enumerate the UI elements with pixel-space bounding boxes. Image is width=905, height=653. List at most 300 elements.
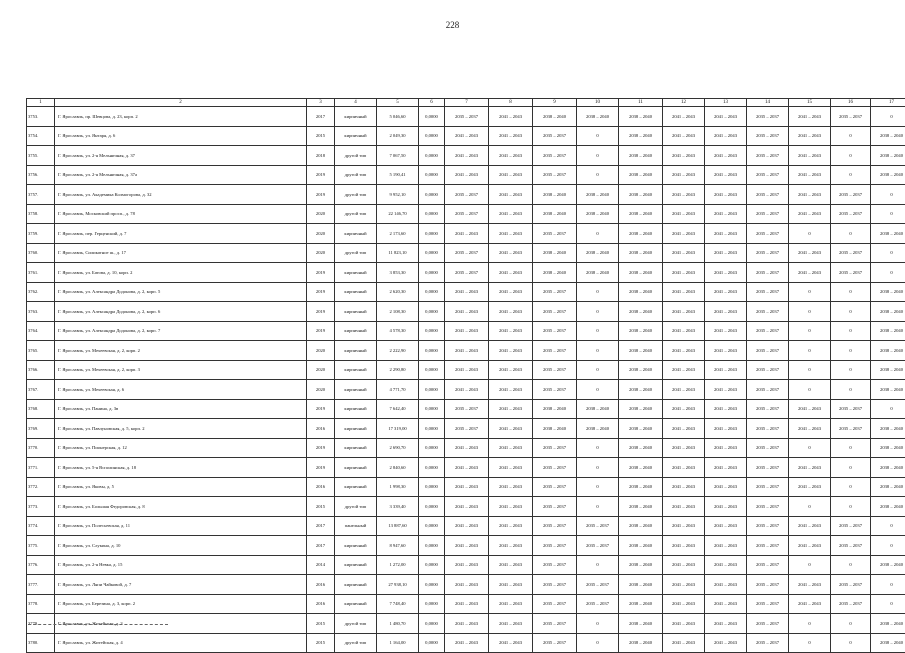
table-cell: 0,0000: [419, 126, 445, 146]
page-number: 228: [0, 20, 905, 30]
table-cell: 0,0000: [419, 536, 445, 556]
table-cell: 5 046,60: [377, 107, 419, 127]
table-cell: 2041 – 2043: [489, 536, 533, 556]
address-cell: Г. Ярославль, ул. 2-я Мельничная, д. 37: [55, 146, 307, 166]
table-cell: 2035 – 2037: [831, 204, 871, 224]
table-cell: 0: [831, 321, 871, 341]
table-cell: 2016: [307, 575, 335, 595]
table-cell: 2035 – 2037: [533, 438, 577, 458]
table-cell: 0: [831, 555, 871, 575]
table-cell: 0: [871, 516, 905, 536]
table-cell: 0: [831, 360, 871, 380]
table-cell: 2035 – 2037: [533, 165, 577, 185]
table-cell: 2038 – 2040: [619, 107, 663, 127]
table-cell: 2041 – 2043: [663, 146, 705, 166]
table-cell: 2041 – 2043: [489, 477, 533, 497]
table-cell: 2041 – 2043: [663, 399, 705, 419]
table-cell: 2041 – 2043: [489, 282, 533, 302]
table-cell: 2041 – 2043: [705, 438, 747, 458]
table-cell: 2035 – 2037: [533, 516, 577, 536]
table-cell: 2041 – 2043: [489, 438, 533, 458]
table-cell: 0,0000: [419, 497, 445, 517]
table-cell: 2041 – 2043: [489, 360, 533, 380]
table-cell: 2041 – 2043: [663, 360, 705, 380]
table-cell: 2041 – 2043: [705, 107, 747, 127]
table-row: [27, 516, 905, 536]
table-cell: 2038 – 2040: [577, 107, 619, 127]
address-cell: Г. Ярославль, ул. Мехеевская, д. 6: [55, 380, 307, 400]
table-cell: 0: [577, 477, 619, 497]
address-cell: Г. Ярославль, ул. Батова, д. 10, корп. 2: [55, 263, 307, 283]
table-cell: 0: [789, 497, 831, 517]
table-cell: кирпичный: [335, 126, 377, 146]
table-cell: кирпичный: [335, 555, 377, 575]
table-cell: 2038 – 2040: [619, 146, 663, 166]
table-cell: 2038 – 2040: [619, 477, 663, 497]
row-number: 3772.: [27, 477, 55, 497]
table-cell: 2038 – 2040: [619, 458, 663, 478]
table-row: [27, 419, 905, 439]
table-cell: 2019: [307, 458, 335, 478]
table-cell: 0,0000: [419, 360, 445, 380]
table-cell: 2016: [307, 594, 335, 614]
table-row: [27, 126, 905, 146]
table-cell: 2041 – 2043: [663, 204, 705, 224]
table-cell: 2041 – 2043: [445, 282, 489, 302]
table-cell: 8 947,60: [377, 536, 419, 556]
table-cell: 0: [871, 536, 905, 556]
table-cell: 2017: [307, 107, 335, 127]
row-number: 3776.: [27, 555, 55, 575]
column-header: 13: [705, 99, 747, 107]
table-cell: 2041 – 2043: [489, 126, 533, 146]
table-cell: 2035 – 2037: [445, 107, 489, 127]
address-cell: Г. Ярославль, ул. Житейская, д. 3: [55, 614, 307, 634]
table-cell: 2019: [307, 282, 335, 302]
table-cell: 2041 – 2043: [705, 321, 747, 341]
table-cell: 7 642,40: [377, 399, 419, 419]
table-cell: 2041 – 2043: [789, 165, 831, 185]
table-cell: 2038 – 2040: [619, 594, 663, 614]
row-number: 3768.: [27, 399, 55, 419]
address-cell: Г. Ярославль, ул. Александра Додонова, д. 2, корп. 5: [55, 282, 307, 302]
table-cell: 0: [577, 633, 619, 653]
column-header: 6: [419, 99, 445, 107]
table-cell: 0: [577, 126, 619, 146]
table-cell: 0,0000: [419, 263, 445, 283]
column-header: 3: [307, 99, 335, 107]
table-cell: 2020: [307, 204, 335, 224]
table-cell: 2038 – 2040: [577, 263, 619, 283]
table-cell: 2020: [307, 380, 335, 400]
table-cell: 2035 – 2037: [831, 536, 871, 556]
table-row: [27, 633, 905, 653]
table-cell: 2038 – 2040: [619, 165, 663, 185]
table-cell: 2041 – 2043: [789, 477, 831, 497]
table-cell: другой тип: [335, 497, 377, 517]
table-cell: 0: [831, 438, 871, 458]
table-cell: 2035 – 2037: [747, 516, 789, 536]
table-cell: 2041 – 2043: [789, 575, 831, 595]
table-cell: 2041 – 2043: [445, 224, 489, 244]
address-cell: Г. Ярославль, ул. Житейская, д. 4: [55, 633, 307, 653]
table-cell: 0,0000: [419, 575, 445, 595]
table-cell: 2038 – 2040: [871, 165, 905, 185]
table-cell: 2041 – 2043: [663, 458, 705, 478]
table-cell: 2041 – 2043: [663, 321, 705, 341]
table-cell: 2035 – 2037: [533, 497, 577, 517]
table-cell: 2041 – 2043: [489, 399, 533, 419]
row-number: 3769.: [27, 419, 55, 439]
table-cell: 2035 – 2037: [747, 302, 789, 322]
table-cell: 0,0000: [419, 146, 445, 166]
table-cell: 2035 – 2037: [747, 380, 789, 400]
table-cell: 2038 – 2040: [871, 458, 905, 478]
table-cell: 0: [871, 243, 905, 263]
table-row: [27, 458, 905, 478]
table-cell: 0,0000: [419, 419, 445, 439]
table-cell: 2018: [307, 146, 335, 166]
row-number: 3779.: [27, 614, 55, 634]
table-cell: 0,0000: [419, 516, 445, 536]
table-row: [27, 146, 905, 166]
column-header: 1: [27, 99, 55, 107]
table-row: [27, 341, 905, 361]
table-cell: 2035 – 2037: [747, 185, 789, 205]
row-number: 3771.: [27, 458, 55, 478]
table-cell: 2038 – 2040: [619, 204, 663, 224]
table-cell: 2041 – 2043: [705, 263, 747, 283]
table-cell: 2035 – 2037: [747, 165, 789, 185]
table-cell: 2041 – 2043: [489, 263, 533, 283]
table-cell: 2041 – 2043: [705, 516, 747, 536]
table-cell: 2035 – 2037: [747, 107, 789, 127]
table-row: [27, 594, 905, 614]
table-cell: 2038 – 2040: [871, 419, 905, 439]
table-cell: 0: [789, 282, 831, 302]
table-row: [27, 360, 905, 380]
table-cell: 2038 – 2040: [577, 419, 619, 439]
table-cell: 2035 – 2037: [533, 126, 577, 146]
address-cell: Г. Ярославль, ул. Слукина, д. 10: [55, 536, 307, 556]
table-cell: 2038 – 2040: [619, 575, 663, 595]
table-cell: 2035 – 2037: [533, 224, 577, 244]
table-cell: 2041 – 2043: [489, 321, 533, 341]
table-cell: 2035 – 2037: [747, 263, 789, 283]
table-cell: 2 290,80: [377, 360, 419, 380]
table-cell: 2041 – 2043: [663, 614, 705, 634]
table-cell: 2038 – 2040: [619, 126, 663, 146]
table-cell: 2041 – 2043: [789, 516, 831, 536]
table-cell: 2038 – 2040: [577, 204, 619, 224]
table-cell: 0: [577, 224, 619, 244]
table-cell: другой тип: [335, 243, 377, 263]
header-row: [27, 99, 905, 107]
table-cell: 2041 – 2043: [789, 536, 831, 556]
table-row: [27, 224, 905, 244]
table-cell: 2038 – 2040: [577, 185, 619, 205]
address-cell: Г. Ярославль, Силикатное ш., д. 17: [55, 243, 307, 263]
table-cell: 0,0000: [419, 243, 445, 263]
table-cell: другой тип: [335, 146, 377, 166]
table-cell: 7 067,50: [377, 146, 419, 166]
table-cell: 2035 – 2037: [577, 536, 619, 556]
table-cell: 2041 – 2043: [445, 575, 489, 595]
table-cell: 2041 – 2043: [489, 380, 533, 400]
table-row: [27, 555, 905, 575]
row-number: 3756.: [27, 165, 55, 185]
table-cell: 2041 – 2043: [489, 243, 533, 263]
table-cell: 2038 – 2040: [619, 438, 663, 458]
table-cell: 2041 – 2043: [663, 185, 705, 205]
table-cell: 2035 – 2037: [831, 243, 871, 263]
table-cell: 2041 – 2043: [663, 302, 705, 322]
table-cell: 2041 – 2043: [705, 380, 747, 400]
table-cell: 9 952,10: [377, 185, 419, 205]
table-cell: 2038 – 2040: [619, 185, 663, 205]
table-cell: 1 998,30: [377, 477, 419, 497]
table-cell: 2041 – 2043: [489, 107, 533, 127]
table-cell: 2020: [307, 341, 335, 361]
table-cell: 2038 – 2040: [577, 243, 619, 263]
table-cell: 2035 – 2037: [747, 536, 789, 556]
table-cell: 2041 – 2043: [489, 633, 533, 653]
table-cell: 4 578,30: [377, 321, 419, 341]
table-cell: 2035 – 2037: [533, 614, 577, 634]
table-cell: 2041 – 2043: [705, 594, 747, 614]
address-cell: Г. Ярославль, ул. 2-я Мельничная, д. 37а: [55, 165, 307, 185]
table-row: [27, 497, 905, 517]
table-cell: 0,0000: [419, 614, 445, 634]
address-cell: Г. Ярославль, ул. 5-я Всполинская, д. 18: [55, 458, 307, 478]
table-cell: 0: [831, 614, 871, 634]
table-cell: 2035 – 2037: [747, 224, 789, 244]
table-cell: 2017: [307, 516, 335, 536]
table-cell: 0: [789, 380, 831, 400]
table-cell: 2 108,30: [377, 302, 419, 322]
table-cell: 2041 – 2043: [489, 146, 533, 166]
table-cell: 2035 – 2037: [747, 243, 789, 263]
table-cell: 2035 – 2037: [747, 633, 789, 653]
column-header: 17: [871, 99, 905, 107]
row-number: 3770.: [27, 438, 55, 458]
table-cell: 2041 – 2043: [445, 165, 489, 185]
table-cell: 0,0000: [419, 594, 445, 614]
table-cell: 0: [789, 321, 831, 341]
table-cell: 0,0000: [419, 165, 445, 185]
table-cell: 2019: [307, 399, 335, 419]
table-row: [27, 438, 905, 458]
table-cell: 0,0000: [419, 341, 445, 361]
table-cell: 2041 – 2043: [489, 594, 533, 614]
table-row: [27, 321, 905, 341]
table-cell: 2035 – 2037: [747, 360, 789, 380]
table-cell: 2038 – 2040: [871, 282, 905, 302]
table-cell: 0: [577, 360, 619, 380]
row-number: 3755.: [27, 146, 55, 166]
table-cell: 2041 – 2043: [445, 438, 489, 458]
row-number: 3765.: [27, 341, 55, 361]
table-cell: кирпичный: [335, 263, 377, 283]
table-cell: 2038 – 2040: [619, 302, 663, 322]
table-cell: 0: [789, 614, 831, 634]
row-number: 3759.: [27, 224, 55, 244]
address-cell: Г. Ярославль, ул. Александра Додонова, д. 2, корп. 7: [55, 321, 307, 341]
table-cell: 0,0000: [419, 399, 445, 419]
table-cell: 2041 – 2043: [489, 458, 533, 478]
table-cell: 0: [577, 302, 619, 322]
table-cell: 4 771,70: [377, 380, 419, 400]
table-cell: 0: [789, 633, 831, 653]
table-cell: 2035 – 2037: [533, 360, 577, 380]
table-cell: 27 938,10: [377, 575, 419, 595]
table-row: [27, 263, 905, 283]
table-cell: 2019: [307, 438, 335, 458]
row-number: 3766.: [27, 360, 55, 380]
row-number: 3760.: [27, 243, 55, 263]
table-cell: 2038 – 2040: [533, 399, 577, 419]
table-cell: 2038 – 2040: [871, 497, 905, 517]
column-header: 4: [335, 99, 377, 107]
table-cell: кирпичный: [335, 321, 377, 341]
table-cell: 2035 – 2037: [533, 477, 577, 497]
table-cell: 2015: [307, 614, 335, 634]
table-cell: 2041 – 2043: [663, 594, 705, 614]
table-cell: 2041 – 2043: [445, 516, 489, 536]
table-cell: 2020: [307, 360, 335, 380]
table-cell: другой тип: [335, 165, 377, 185]
table-cell: 2041 – 2043: [445, 555, 489, 575]
row-number: 3757.: [27, 185, 55, 205]
table-cell: 2041 – 2043: [663, 224, 705, 244]
table-cell: кирпичный: [335, 341, 377, 361]
column-header: 8: [489, 99, 533, 107]
table-cell: другой тип: [335, 614, 377, 634]
address-cell: Г. Ярославль, ул. 2-я Невка, д. 15: [55, 555, 307, 575]
table-cell: 2038 – 2040: [871, 360, 905, 380]
table-cell: 2035 – 2037: [445, 419, 489, 439]
table-cell: 2041 – 2043: [663, 165, 705, 185]
table-cell: 1 480,70: [377, 614, 419, 634]
table-cell: 2038 – 2040: [871, 224, 905, 244]
table-cell: 0: [789, 438, 831, 458]
table-cell: 2041 – 2043: [789, 185, 831, 205]
table-cell: 2035 – 2037: [445, 185, 489, 205]
table-cell: 2035 – 2037: [533, 341, 577, 361]
table-cell: 2038 – 2040: [871, 380, 905, 400]
table-cell: 2038 – 2040: [871, 302, 905, 322]
table-row: [27, 165, 905, 185]
table-cell: 2035 – 2037: [747, 282, 789, 302]
row-number: 3773.: [27, 497, 55, 517]
table-cell: 2035 – 2037: [577, 594, 619, 614]
table-cell: 2041 – 2043: [705, 341, 747, 361]
table-cell: 0,0000: [419, 107, 445, 127]
table-cell: 0: [789, 341, 831, 361]
table-row: [27, 243, 905, 263]
table-cell: 2041 – 2043: [489, 614, 533, 634]
table-cell: 2041 – 2043: [789, 107, 831, 127]
table-cell: 13 887,60: [377, 516, 419, 536]
table-cell: 2038 – 2040: [619, 555, 663, 575]
table-cell: 2041 – 2043: [705, 302, 747, 322]
table-cell: 2041 – 2043: [705, 185, 747, 205]
table-cell: 7 748,40: [377, 594, 419, 614]
table-cell: 2041 – 2043: [789, 243, 831, 263]
table-cell: 2035 – 2037: [533, 380, 577, 400]
table-cell: 0: [831, 302, 871, 322]
table-cell: 2038 – 2040: [619, 341, 663, 361]
table-cell: 2038 – 2040: [533, 243, 577, 263]
table-cell: 2041 – 2043: [663, 107, 705, 127]
table-cell: 2041 – 2043: [663, 516, 705, 536]
table-cell: 2015: [307, 497, 335, 517]
table-cell: 2035 – 2037: [533, 575, 577, 595]
footer-rule: [28, 624, 168, 625]
address-cell: Г. Ярославль, ул. Березина, д. 3, корп. 2: [55, 594, 307, 614]
table-cell: 2035 – 2037: [533, 633, 577, 653]
table-cell: панельный: [335, 516, 377, 536]
table-cell: 0: [831, 224, 871, 244]
table-cell: 2035 – 2037: [747, 126, 789, 146]
address-cell: Г. Ярославль, ул. Мехеевская, д. 2, корп. 3: [55, 360, 307, 380]
table-cell: другой тип: [335, 204, 377, 224]
column-header: 2: [55, 99, 307, 107]
table-cell: 2041 – 2043: [705, 536, 747, 556]
table-cell: 2038 – 2040: [533, 107, 577, 127]
table-cell: 2035 – 2037: [747, 204, 789, 224]
column-header: 10: [577, 99, 619, 107]
column-header: 7: [445, 99, 489, 107]
address-cell: Г. Ярославль, ул. Янтаря, д. 6: [55, 126, 307, 146]
table-cell: кирпичный: [335, 302, 377, 322]
table-cell: 0: [577, 497, 619, 517]
table-cell: кирпичный: [335, 536, 377, 556]
table-cell: 0: [831, 477, 871, 497]
table-cell: 0: [831, 165, 871, 185]
table-cell: 2041 – 2043: [789, 146, 831, 166]
address-cell: Г. Ярославль, ул. Ляпи Чайковой, д. 7: [55, 575, 307, 595]
table-cell: 2038 – 2040: [871, 477, 905, 497]
table-cell: 2038 – 2040: [619, 263, 663, 283]
address-cell: Г. Ярославль, ул. Большая Федоровская, д. 8: [55, 497, 307, 517]
table-cell: 2016: [307, 477, 335, 497]
table-cell: 2038 – 2040: [619, 243, 663, 263]
table-cell: 2035 – 2037: [533, 458, 577, 478]
table-cell: 2035 – 2037: [533, 594, 577, 614]
table-cell: 2041 – 2043: [663, 477, 705, 497]
table-cell: 0: [871, 185, 905, 205]
table-cell: 2041 – 2043: [445, 458, 489, 478]
table-cell: 0: [789, 360, 831, 380]
table-cell: 0: [577, 282, 619, 302]
table-cell: 0: [831, 380, 871, 400]
table-cell: 2038 – 2040: [619, 633, 663, 653]
table-cell: 2019: [307, 165, 335, 185]
table-row: [27, 302, 905, 322]
table-cell: 0: [577, 380, 619, 400]
table-cell: 2041 – 2043: [489, 185, 533, 205]
address-cell: Г. Ярославль, ул. Академика Колмогорова, д. 32: [55, 185, 307, 205]
table-cell: 2038 – 2040: [619, 321, 663, 341]
table-cell: 2035 – 2037: [747, 341, 789, 361]
table-cell: 2041 – 2043: [445, 341, 489, 361]
table-cell: 0,0000: [419, 185, 445, 205]
table-cell: 2041 – 2043: [445, 126, 489, 146]
table-row: [27, 536, 905, 556]
table-cell: 2041 – 2043: [489, 165, 533, 185]
table-cell: 2 620,30: [377, 282, 419, 302]
